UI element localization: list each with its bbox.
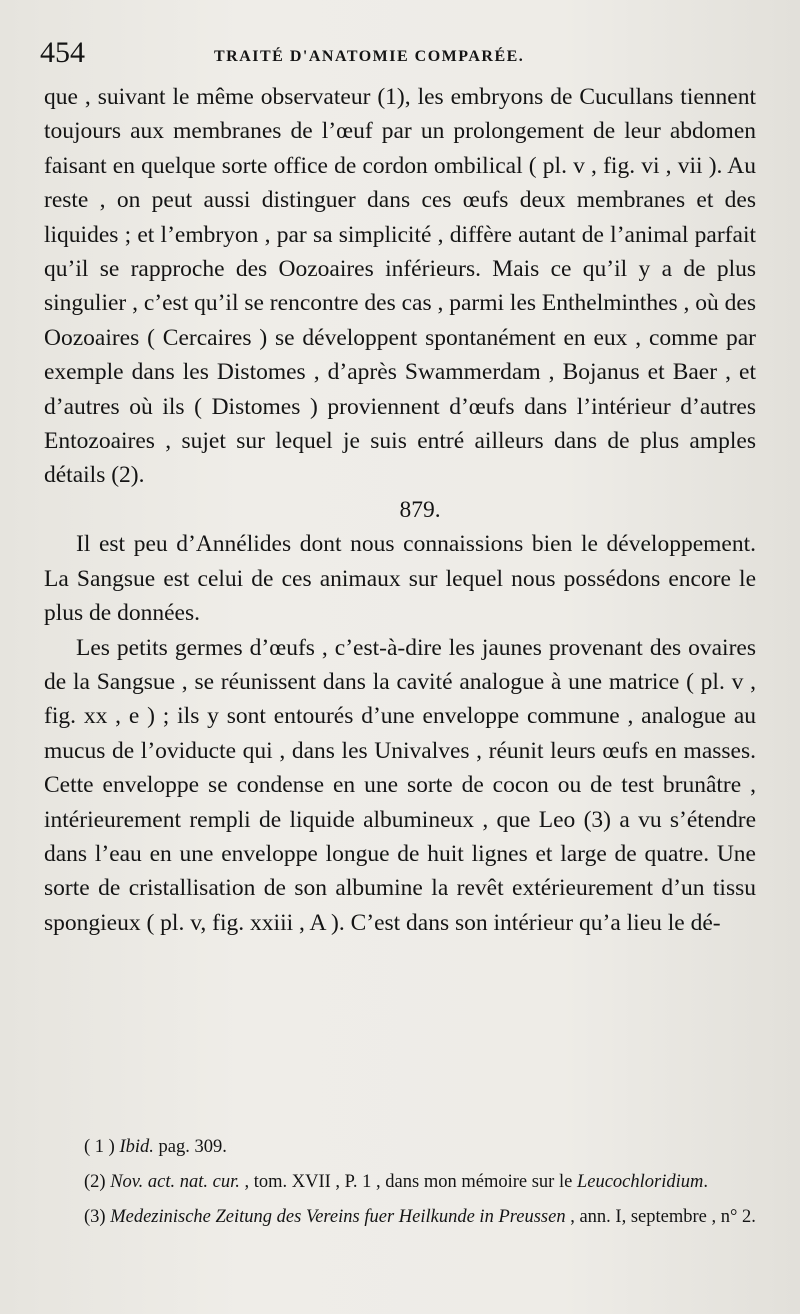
footnote-text: , ann. I, septembre , n° 2. <box>565 1207 756 1227</box>
footnote-italic: Leucochloridium <box>576 1172 704 1192</box>
section-number: 879. <box>399 496 441 523</box>
footnote-text: , tom. XVII , P. 1 , dans mon mémoire sur le <box>239 1172 577 1192</box>
footnote-2 <box>44 1165 758 1200</box>
footnote-3 <box>44 1200 758 1235</box>
running-title: TRAITÉ D'ANATOMIE COMPARÉE. <box>214 48 525 65</box>
footnote-marker: (2) <box>84 1172 106 1192</box>
footnote-marker: (3) <box>84 1207 106 1227</box>
footnote-marker: ( 1 ) <box>84 1137 115 1157</box>
footnote-text: pag. 309. <box>153 1137 227 1157</box>
main-text <box>44 80 756 940</box>
page-number: 454 <box>40 36 85 69</box>
footnote-italic: Ibid. <box>119 1137 154 1157</box>
page-header <box>40 36 760 76</box>
footnote-italic: Medezinische Zeitung des Vereins fuer Heilkunde in Preussen <box>110 1207 566 1227</box>
footnotes <box>44 1130 758 1235</box>
footnote-1 <box>44 1130 758 1165</box>
paragraph-continued: que , suivant le même observateur (1), les embryons de Cucullans tiennent toujours aux membranes de l’œuf par un prolongement de leur abdomen faisant en quelque sorte office de cordon ombilical ( pl. v , fig. vi , vii ). Au reste , on peut aussi distinguer dans ces œufs deux membranes et des liquides ; et l’embryon , par sa simplicité , diffère autant de l’animal parfait qu’il se rapproche des Oozoaires inférieurs. Mais ce qu’il y a de plus singulier , c’est qu’il se rencontre des cas , parmi les Enthelminthes , où des Oozoaires ( Cercaires ) se développent spontanément en eux , comme par exemple dans les Distomes , d’après Swammerdam , Bojanus et Baer , et d’autres où ils ( Distomes ) proviennent d’œufs dans l’intérieur d’autres Entozoaires , sujet sur lequel je suis entré ailleurs dans de plus amples détails (2). <box>44 84 756 489</box>
footnote-text: . <box>703 1172 708 1192</box>
paragraph: Les petits germes d’œufs , c’est-à-dire les jaunes provenant des ovaires de la Sangsue , se réunissent dans la cavité analogue à une matrice ( pl. v , fig. xx , e ) ; ils y sont entourés d’une enveloppe commune , analogue au mucus de l’oviducte qui , dans les Univalves , réunit leurs œufs en masses. Cette enveloppe se condense en une sorte de cocon ou de test brunâtre , intérieurement rempli de liquide albumineux , que Leo (3) a vu s’étendre dans l’eau en une enveloppe longue de huit lignes et large de quatre. Une sorte de cristallisation de son albumine la revêt extérieurement d’un tissu spongieux ( pl. v, fig. xxiii , A ). C’est dans son intérieur qu’a lieu le dé- <box>44 634 756 936</box>
paragraph: Il est peu d’Annélides dont nous connaissions bien le développement. La Sangsue est celui de ces animaux sur lequel nous possédons encore le plus de données. <box>44 531 756 627</box>
footnote-italic: Nov. act. nat. cur. <box>110 1172 240 1192</box>
